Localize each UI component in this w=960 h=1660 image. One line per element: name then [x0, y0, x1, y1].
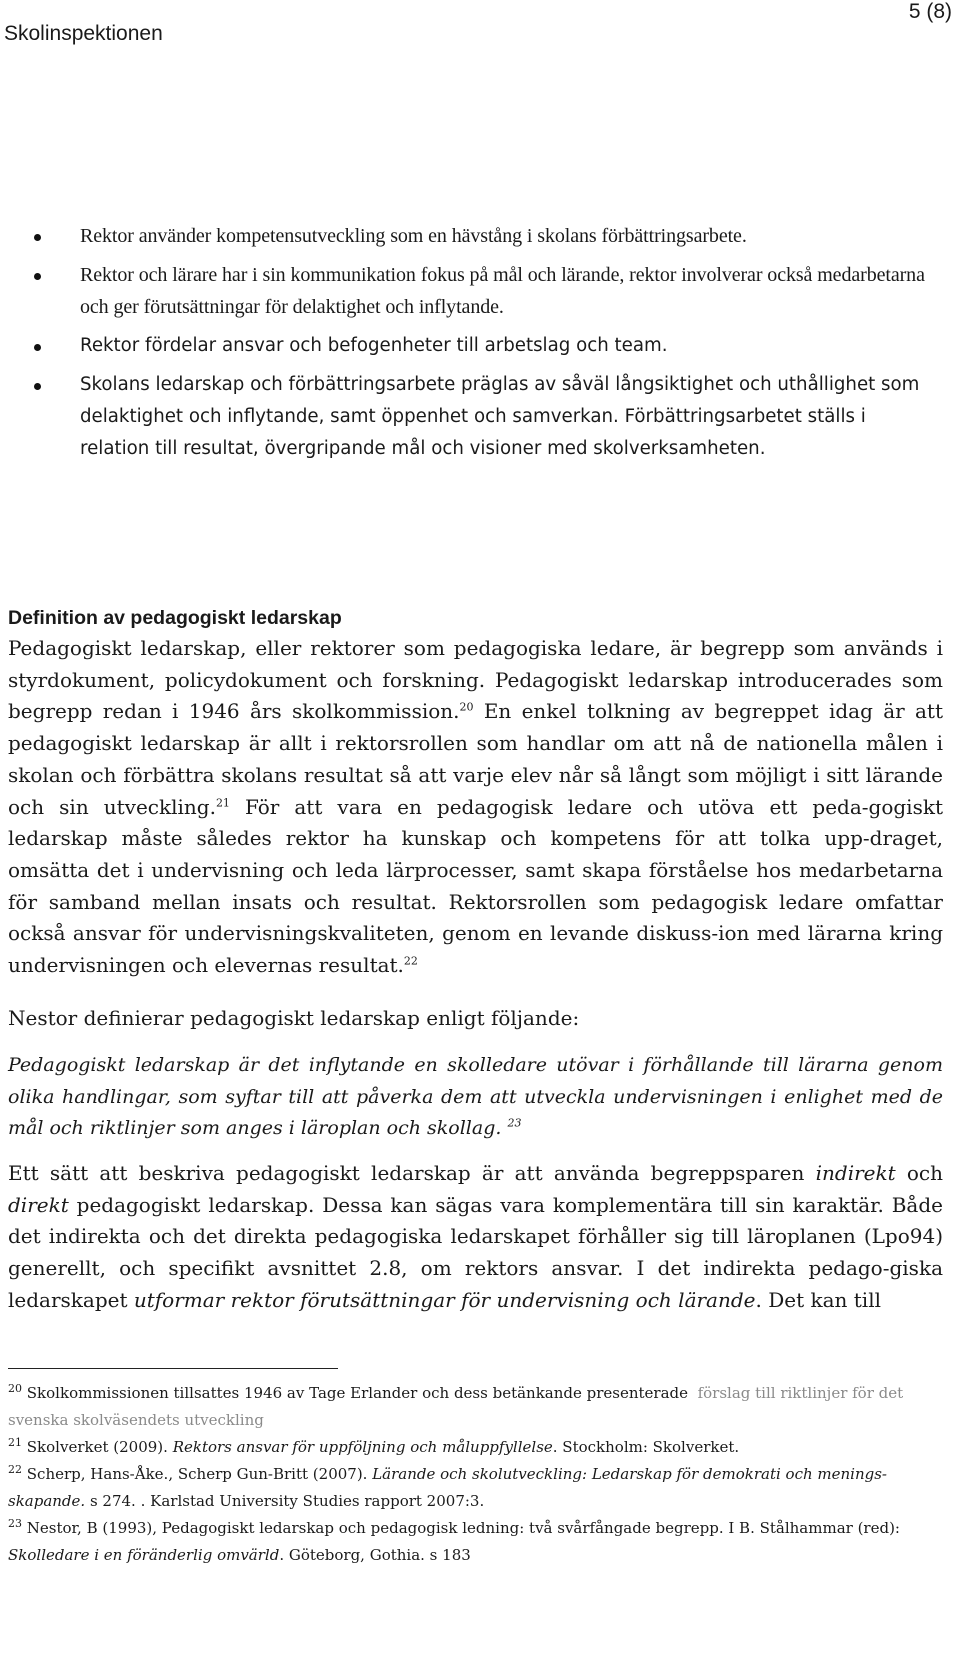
criteria-list [30, 220, 940, 472]
bullet-icon [34, 234, 41, 241]
definition-paragraph: Pedagogiskt ledarskap, eller rektorer som pedagogiska ledare, är begrepp som används i styrdokument, policydokument och forskning. Pedagogiskt ledarskap introducerades som begrepp redan i 1946 års skolkommission.$^{20}$ En enkel tolkning av begreppet idag är att pedagogiskt ledarskap är allt i rektorsrollen som handlar om att nå de nationella målen i skolan och förbättra skolans resultat så att varje elev når så långt som möjligt i sitt lärande och sin utveckling.$^{21}$ För att vara en pedagogisk ledare och utöva ett peda-gogiskt ledarskap måste således rektor ha kunskap och kompetens för att tolka upp-draget, omsätta det i undervisning och leda lärprocesser, samt skapa förståelse hos medarbetarna för samband mellan insats och resultat. Rektorsrollen som pedagogisk ledare omfattar också ansvar för undervisningskvaliteten, genom en levande diskuss-ion med lärarna kring undervisningen och elevernas resultat.$^{22}$ [8, 636, 943, 978]
footnote: $^{23}$ Nestor, B (1993), Pedagogiskt ledarskap och pedagogisk ledning: två svårfångade begrepp. I B. Stålhammar (red): Skolledare i en föränderlig omvärld. Göteborg, Gothia. s 183 [8, 1517, 900, 1564]
footnote-ref[interactable]: 23 [507, 1116, 522, 1130]
footnote-link[interactable]: förslag till riktlinjer för det svenska skolväsendets utveckling [8, 1384, 904, 1429]
page-number: 5 (8) [908, 0, 952, 23]
bullet-icon [34, 273, 41, 280]
nestor-quote: Pedagogiskt ledarskap är det inflytande en skolledare utövar i förhållande till lärarna genom olika handlingar, som syftar till att påverka dem att utveckla undervisningen i enlighet med de mål och riktlinjer som anges i läroplan och skollag. $^{23}$ [8, 1054, 943, 1139]
leadership-paragraph: Ett sätt att beskriva pedagogiskt ledarskap är att använda begreppsparen indirekt och direkt pedagogiskt ledarskap. Dessa kan sägas vara komplementära till sin karaktär. Både det indirekta och det direkta pedagogiska ledarskapet förhåller sig till läroplanen (Lpo94) generellt, och specifikt avsnittet 2.8, om rektors ansvar. I det indirekta pedago-giska ledarskapet utformar rektor förutsättningar för undervisning och lärande. Det kan till [8, 1161, 943, 1312]
list-item: Skolans ledarskap och förbättringsarbete präglas av såväl långsiktighet och uthållighet som delaktighet och inflytande, samt öppenhet och samverkan. Förbättringsarbetet ställs i relation till resultat, övergripande mål och visioner med skolverksamheten. [30, 369, 940, 465]
organization-name: Skolinspektionen [4, 22, 163, 45]
footnote-ref[interactable]: 21 [215, 795, 230, 809]
footnote: $^{22}$ Scherp, Hans-Åke., Scherp Gun-Britt (2007). Lärande och skolutveckling: Ledarskap för demokrati och menings-skapande. s 274. . Karlstad University Studies rapport 2007:3. [8, 1463, 887, 1510]
footnote: $^{21}$ Skolverket (2009). Rektors ansvar för uppföljning och måluppfyllelse. Stockholm: Skolverket. [8, 1436, 740, 1456]
list-item: Rektor använder kompetensutveckling som en hävstång i skolans förbättringsarbete. [30, 220, 940, 252]
list-item: Rektor fördelar ansvar och befogenheter till arbetslag och team. [30, 330, 940, 362]
bullet-icon [34, 344, 41, 351]
bullet-icon [34, 383, 41, 390]
page-header [0, 0, 960, 60]
footnotes [8, 1380, 943, 1569]
section-title: Definition av pedagogiskt ledarskap [8, 607, 342, 629]
footnote-ref[interactable]: 22 [403, 954, 418, 968]
footnote-divider [8, 1368, 338, 1369]
footnote-ref[interactable]: 20 [459, 700, 474, 714]
footnote: $^{20}$ Skolkommissionen tillsattes 1946 av Tage Erlander och dess betänkande presenterade förslag till riktlinjer för det svenska skolväsendets utveckling [8, 1382, 904, 1429]
nestor-intro: Nestor definierar pedagogiskt ledarskap enligt följande: [8, 1006, 580, 1030]
list-item: Rektor och lärare har i sin kommunikation fokus på mål och lärande, rektor involverar också medarbetarna och ger förutsättningar för delaktighet och inflytande. [30, 259, 940, 323]
